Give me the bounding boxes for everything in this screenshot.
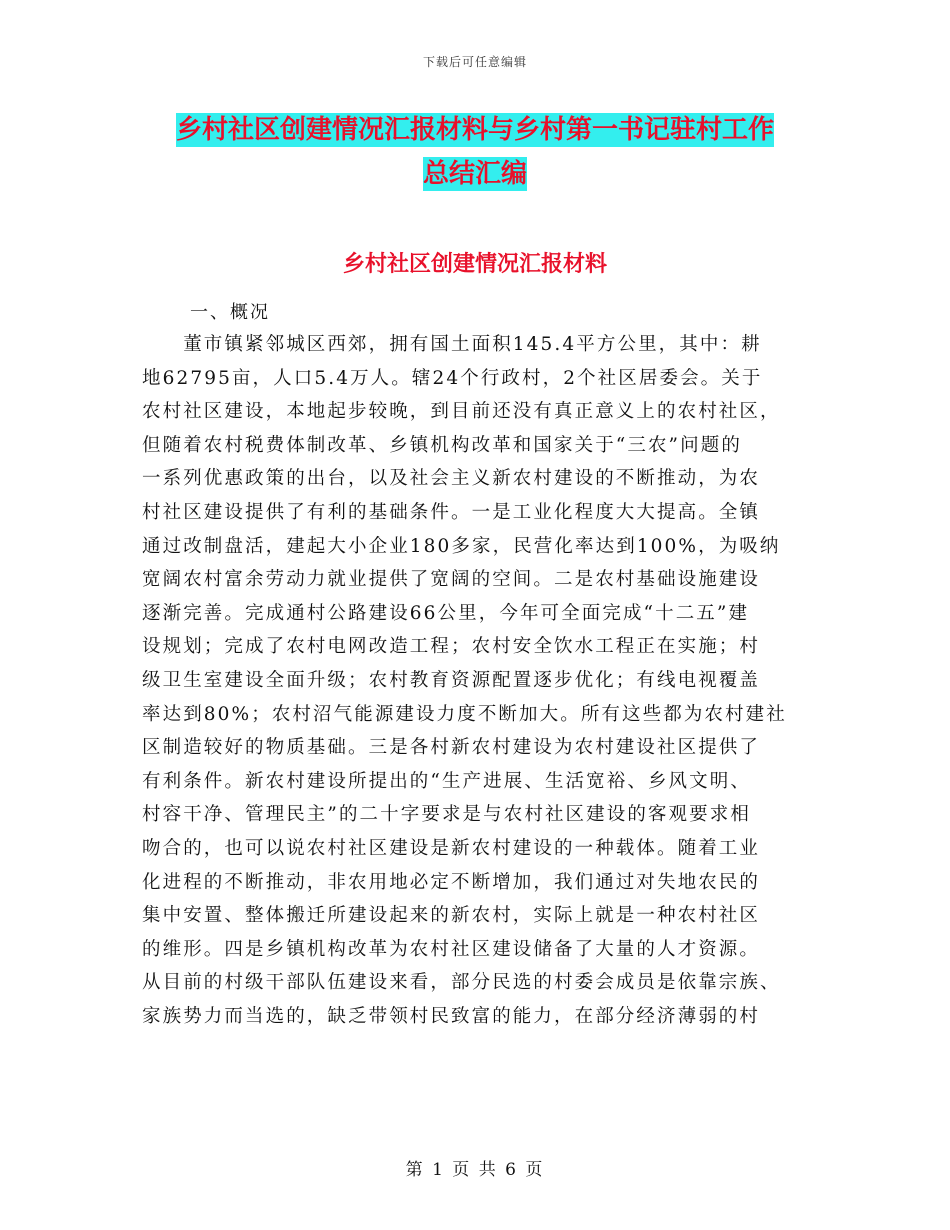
body-line: 有利条件。新农村建设所提出的“生产进展、生活宽裕、乡风文明、 bbox=[142, 770, 751, 792]
body-line: 董市镇紧邻城区西郊，拥有国土面积145.4平方公里，其中：耕 bbox=[142, 334, 762, 355]
body-line: 设规划；完成了农村电网改造工程；农村安全饮水工程正在实施；村 bbox=[142, 636, 761, 658]
body-line: 宽阔农村富余劳动力就业提供了宽阔的空间。二是农村基础设施建设 bbox=[142, 569, 761, 591]
body-line: 集中安置、整体搬迁所建设起来的新农村，实际上就是一种农村社区 bbox=[142, 905, 761, 927]
body-line: 村社区建设提供了有利的基础条件。一是工业化程度大大提高。全镇 bbox=[142, 501, 761, 523]
section-heading: 一、概况 bbox=[190, 302, 270, 323]
body-line: 但随着农村税费体制改革、乡镇机构改革和国家关于“三农”问题的 bbox=[142, 434, 742, 456]
section-title: 乡村社区创建情况汇报材料 bbox=[342, 252, 607, 277]
title-line-1: 乡村社区创建情况汇报材料与乡村第一书记驻村工作 bbox=[175, 115, 774, 145]
body-line: 地62795亩，人口5.4万人。辖24个行政村，2个社区居委会。关于 bbox=[142, 367, 763, 389]
page-footer: 第 1 页 共 6 页 bbox=[405, 1160, 545, 1180]
body-line: 区制造较好的物质基础。三是各村新农村建设为农村建设社区提供了 bbox=[142, 737, 761, 759]
title-line-2: 总结汇编 bbox=[422, 159, 527, 189]
body-line: 级卫生室建设全面升级；农村教育资源配置逐步优化；有线电视覆盖 bbox=[142, 669, 761, 691]
body-line: 的维形。四是乡镇机构改革为农村社区建设储备了大量的人才资源。 bbox=[142, 938, 761, 960]
body-line: 农村社区建设，本地起步较晚，到目前还没有真正意义上的农村社区， bbox=[142, 401, 781, 423]
body-line: 一系列优惠政策的出台，以及社会主义新农村建设的不断推动，为农 bbox=[142, 468, 761, 490]
document-title bbox=[140, 108, 810, 196]
body-line: 吻合的，也可以说农村社区建设是新农村建设的一种载体。随着工业 bbox=[142, 837, 761, 859]
body-line: 村容干净、管理民主”的二十字要求是与农村社区建设的客观要求相 bbox=[142, 804, 751, 826]
body-line: 化进程的不断推动，非农用地必定不断增加，我们通过对失地农民的 bbox=[142, 871, 761, 893]
body-line: 通过改制盘活，建起大小企业180多家，民营化率达到100%，为吸纳 bbox=[142, 535, 781, 557]
body-line: 从目前的村级干部队伍建设来看，部分民选的村委会成员是依靠宗族、 bbox=[142, 972, 781, 994]
body-line: 率达到80%；农村沼气能源建设力度不断加大。所有这些都为农村建社 bbox=[142, 703, 787, 725]
body-line: 家族势力而当选的，缺乏带领村民致富的能力，在部分经济薄弱的村 bbox=[142, 1005, 761, 1027]
header-note: 下载后可任意编辑 bbox=[422, 55, 527, 69]
body-text bbox=[142, 328, 810, 1033]
body-line: 逐渐完善。完成通村公路建设66公里，今年可全面完成“十二五”建 bbox=[142, 602, 750, 624]
